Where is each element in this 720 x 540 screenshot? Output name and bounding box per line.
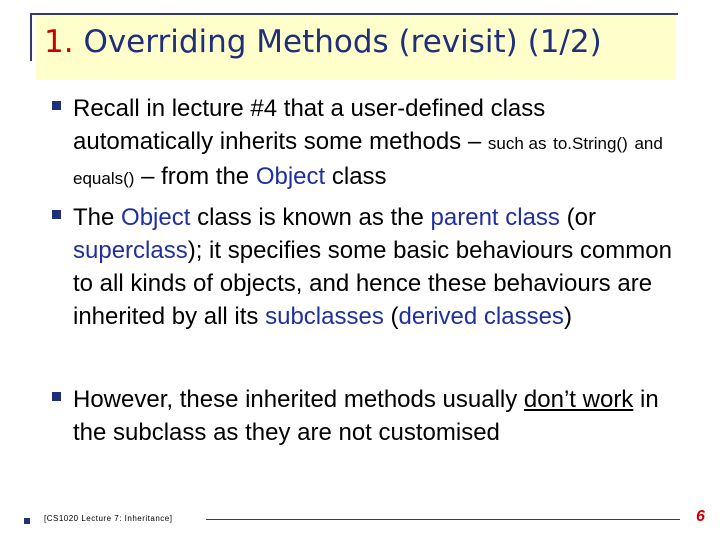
title-text: Overriding Methods (revisit) (1/2) (83, 24, 602, 60)
term-derived-classes: derived classes (398, 303, 564, 330)
term-object: Object (255, 163, 326, 190)
term-object: Object (121, 204, 191, 231)
bullet-1-part: class (331, 163, 387, 190)
bullet-2-text (73, 201, 685, 333)
title-top-rule (30, 13, 678, 15)
bullet-2-part: class is known as the (197, 204, 424, 231)
bullet-1-text (73, 92, 685, 195)
term-parent-class: parent class (430, 204, 560, 231)
slide-title (44, 20, 602, 64)
bullet-2-part: The (73, 204, 115, 231)
bullet-1-part: – from the (141, 163, 250, 190)
bullet-2-part: (or (566, 204, 596, 231)
bullet-1-part: Recall in lecture #4 that a user-defined class automatically inherits some methods – (73, 95, 546, 155)
bullet-3-text (73, 383, 685, 449)
footer-rule (206, 519, 680, 520)
bullet-3-part: in the subclass as they are not customised (73, 386, 659, 446)
bullet-2-part: ) (563, 303, 572, 330)
footer-marker (24, 518, 30, 524)
title-number: 1. (44, 24, 74, 60)
code-equals: equals() (73, 169, 135, 188)
bullet-marker (52, 101, 61, 110)
bullet-1-part: and (634, 134, 663, 153)
bullet-marker (52, 392, 61, 401)
term-subclasses: subclasses (265, 303, 384, 330)
term-superclass: superclass (73, 237, 188, 264)
code-tostring: to.String() (553, 134, 628, 153)
footer-label: [CS1020 Lecture 7: Inheritance] (44, 514, 173, 523)
bullet-1-part: such as (487, 134, 547, 153)
bullet-marker (52, 210, 61, 219)
emphasis-dont-work: don’t work (523, 386, 634, 413)
bullet-3-part: However, these inherited methods usually (73, 386, 518, 413)
title-left-rule (30, 13, 32, 61)
bullet-2-part: ( (390, 303, 399, 330)
bullet-2-part: ); it specifies some basic behaviours common to all kinds of objects, and hence these behaviours are inherited by all its (73, 237, 672, 330)
page-number: 6 (696, 508, 705, 525)
